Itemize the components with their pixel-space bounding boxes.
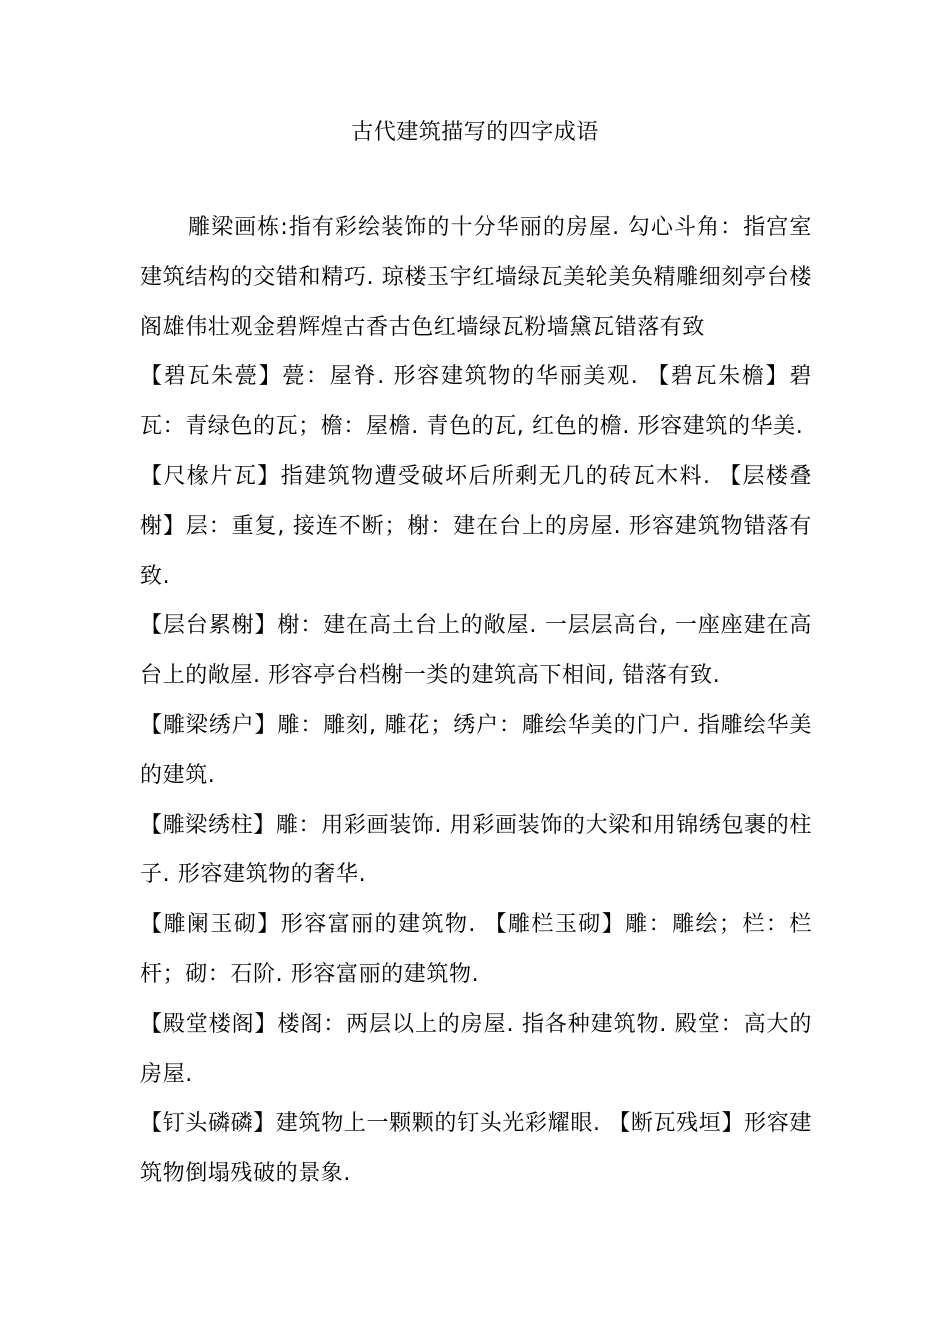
paragraph-entry: 【尺椽片瓦】指建筑物遭受破坏后所剩无几的砖瓦木料. 【层楼叠榭】层：重复, 接连不断；榭：建在台上的房屋. 形容建筑物错落有致.	[140, 463, 812, 589]
paragraph-entry: 【碧瓦朱甍】甍：屋脊. 形容建筑物的华丽美观. 【碧瓦朱檐】碧瓦：青绿色的瓦；檐：屋檐. 青色的瓦, 红色的檐. 形容建筑的华美.	[140, 364, 812, 440]
paragraph-entry: 【殿堂楼阁】楼阁：两层以上的房屋. 指各种建筑物. 殿堂：高大的房屋.	[140, 1011, 812, 1087]
paragraph-entry: 【层台累榭】榭：建在高土台上的敞屋. 一层层高台, 一座座建在高台上的敞屋. 形容亭台档榭一类的建筑高下相间, 错落有致.	[140, 613, 812, 689]
page-title: 古代建筑描写的四字成语	[351, 120, 599, 145]
paragraph-entry: 【雕梁绣柱】雕：用彩画装饰. 用彩画装饰的大梁和用锦绣包裹的柱子. 形容建筑物的奢华.	[140, 812, 812, 888]
paragraph-intro: 雕梁画栋:指有彩绘装饰的十分华丽的房屋. 勾心斗角：指宫室建筑结构的交错和精巧. 琼楼玉宇红墙绿瓦美轮美奂精雕细刻亭台楼阁雄伟壮观金碧辉煌古香古色红墙绿瓦粉墙黛瓦错落有致	[140, 215, 812, 340]
paragraph-entry: 【钉头磷磷】建筑物上一颗颗的钉头光彩耀眼. 【断瓦残垣】形容建筑物倒塌残破的景象.	[140, 1111, 812, 1187]
paragraph-entry: 【雕阑玉砌】形容富丽的建筑物. 【雕栏玉砌】雕：雕绘；栏：栏杆；砌：石阶. 形容富丽的建筑物.	[140, 912, 812, 987]
paragraph-entry: 【雕梁绣户】雕：雕刻, 雕花；绣户：雕绘华美的门户. 指雕绘华美的建筑.	[140, 712, 812, 788]
document-body	[140, 203, 812, 1199]
